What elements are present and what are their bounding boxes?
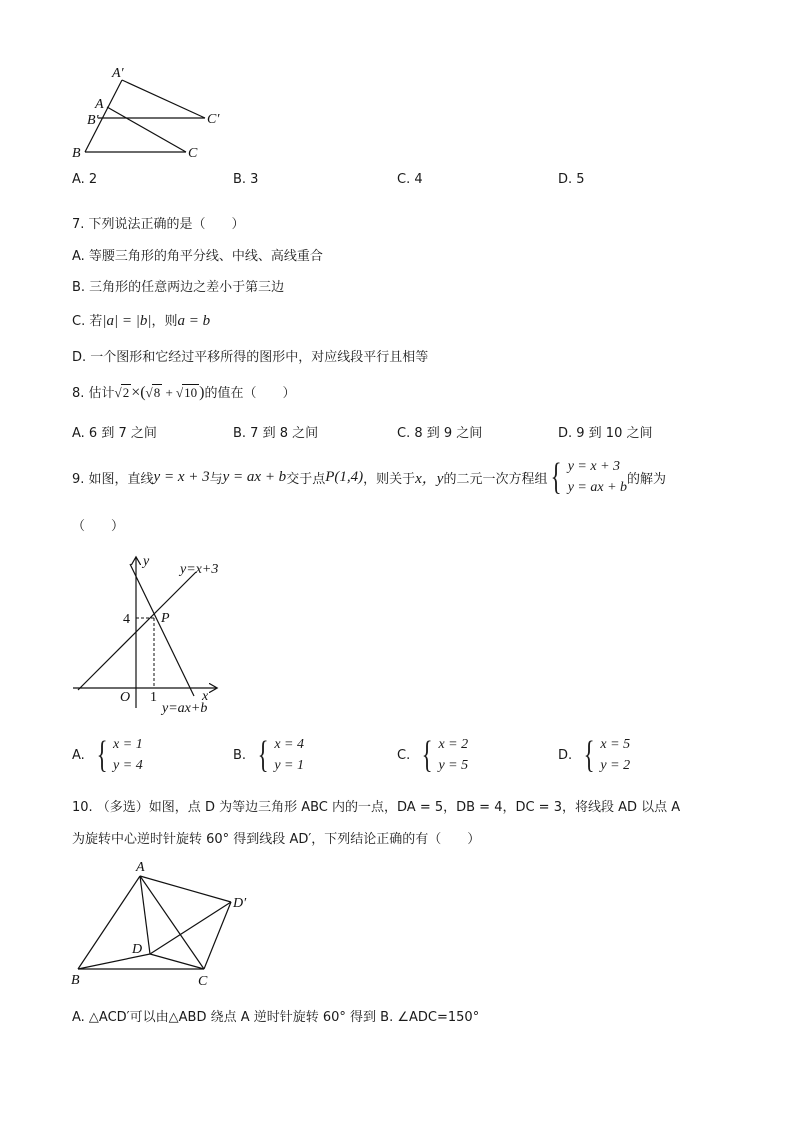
q9-text-4: ，则关于 (363, 471, 416, 487)
q6-option-c[interactable]: C. 4 (397, 172, 423, 187)
line-a-prime-c-prime (122, 80, 205, 118)
line-y-x-plus-3 (78, 572, 196, 690)
q8-option-d[interactable]: D. 9 到 10 之间 (558, 426, 653, 441)
q7-option-b[interactable]: B. 三角形的任意两边之差小于第三边 (72, 280, 285, 295)
q9-math-line2: y = ax + b (222, 468, 287, 485)
q9-text-1: 9. 如图，直线 (72, 471, 154, 487)
q9-graph (68, 548, 243, 718)
label-a-prime: A′ (112, 66, 124, 81)
q6-option-d[interactable]: D. 5 (558, 172, 585, 187)
q10-option-a[interactable]: A. △ACD′可以由△ABD 绕点 A 逆时针旋转 60° 得到 B. ∠ADC=150° (72, 1010, 480, 1025)
q8-close: ) (199, 384, 205, 401)
q9-text-2: 与 (209, 471, 223, 487)
q10-stem-line1: 10. （多选）如图，点 D 为等边三角形 ABC 内的一点，DA = 5，DB = 4，DC = 3，将线段 AD 以点 A (72, 800, 681, 815)
label-b-prime: B′ (87, 113, 99, 128)
label-one: 1 (150, 690, 157, 705)
q8-prefix: 8. 估计 (72, 386, 115, 401)
label-y-axis: y (143, 554, 150, 569)
q9-math-vars: x，y (415, 470, 444, 487)
q7-stem: 7. 下列说法正确的是（ ） (72, 217, 245, 232)
label-d-prime: D′ (233, 896, 247, 911)
q9-math-line1: y = x + 3 (153, 468, 210, 485)
q8-option-c[interactable]: C. 8 到 9 之间 (397, 426, 483, 441)
q9-option-b[interactable]: B. { x = 4 y = 1 (233, 734, 304, 776)
label-d: D (132, 942, 143, 957)
q7-option-d[interactable]: D. 一个图形和它经过平移所得的图形中，对应线段平行且相等 (72, 350, 429, 365)
label-c-prime: C′ (207, 112, 220, 127)
sqrt-2: √2 (114, 385, 130, 400)
q6-figure (70, 62, 240, 162)
label-p: P (161, 611, 170, 626)
side-ab (78, 876, 143, 969)
q9-system: { y = x + 3 y = ax + b (551, 456, 628, 498)
sqrt-10: √10 (176, 385, 198, 400)
q8-option-b[interactable]: B. 7 到 8 之间 (233, 426, 319, 441)
q9-text-6: 的解为 (627, 471, 667, 487)
label-c: C (198, 974, 208, 989)
q8-suffix: 的值在（ ） (204, 386, 296, 401)
label-c: C (188, 146, 198, 161)
label-origin: O (120, 690, 131, 705)
q9-paren: （ ） (72, 519, 125, 534)
q9-sys-row-1: y = x + 3 (567, 459, 621, 474)
line-a-c (107, 107, 186, 152)
label-line1: y=x+3 (180, 562, 219, 577)
q7-option-a[interactable]: A. 等腰三角形的角平分线、中线、高线重合 (72, 249, 323, 264)
q7-option-c[interactable] (72, 310, 210, 330)
label-x-axis: x (202, 689, 209, 704)
sqrt-8: √8 (145, 385, 161, 400)
q7-c-math: |a| = |b| (102, 313, 152, 329)
q9-option-a[interactable]: A. { x = 1 y = 4 (72, 734, 143, 776)
q10-figure (68, 856, 268, 991)
q6-option-a[interactable]: A. 2 (72, 172, 98, 187)
side-ac (140, 876, 204, 969)
q7-c-math2: a = b (177, 313, 211, 329)
q9-math-point: P(1,4) (325, 468, 364, 485)
q9-text-5: 的二元一次方程组 (443, 471, 548, 487)
label-a: A (95, 97, 104, 112)
q9-option-c[interactable]: C. { x = 2 y = 5 (397, 734, 469, 776)
q8-times: ×( (131, 384, 146, 401)
q8-option-a[interactable]: A. 6 到 7 之间 (72, 426, 157, 441)
q8-plus: + (162, 385, 177, 400)
seg-ad-prime (140, 876, 231, 902)
label-b: B (72, 146, 81, 161)
q9-stem (72, 456, 666, 498)
label-b: B (71, 973, 80, 988)
label-a: A (136, 860, 145, 875)
q8-stem (72, 382, 296, 402)
q9-option-d[interactable]: D. { x = 5 y = 2 (558, 734, 631, 776)
label-four: 4 (123, 612, 130, 627)
q7-c-mid: ，则 (151, 314, 178, 329)
label-line2: y=ax+b (162, 701, 208, 716)
q6-option-b[interactable]: B. 3 (233, 172, 259, 187)
seg-d-prime-c (204, 902, 231, 969)
q9-sys-row-2: y = ax + b (567, 480, 628, 495)
q9-text-3: 交于点 (286, 471, 326, 487)
q10-stem-line2: 为旋转中心逆时针旋转 60° 得到线段 AD′，下列结论正确的有（ ） (72, 832, 481, 847)
q7-c-prefix: C. 若 (72, 314, 103, 329)
seg-dd-prime (150, 902, 231, 954)
